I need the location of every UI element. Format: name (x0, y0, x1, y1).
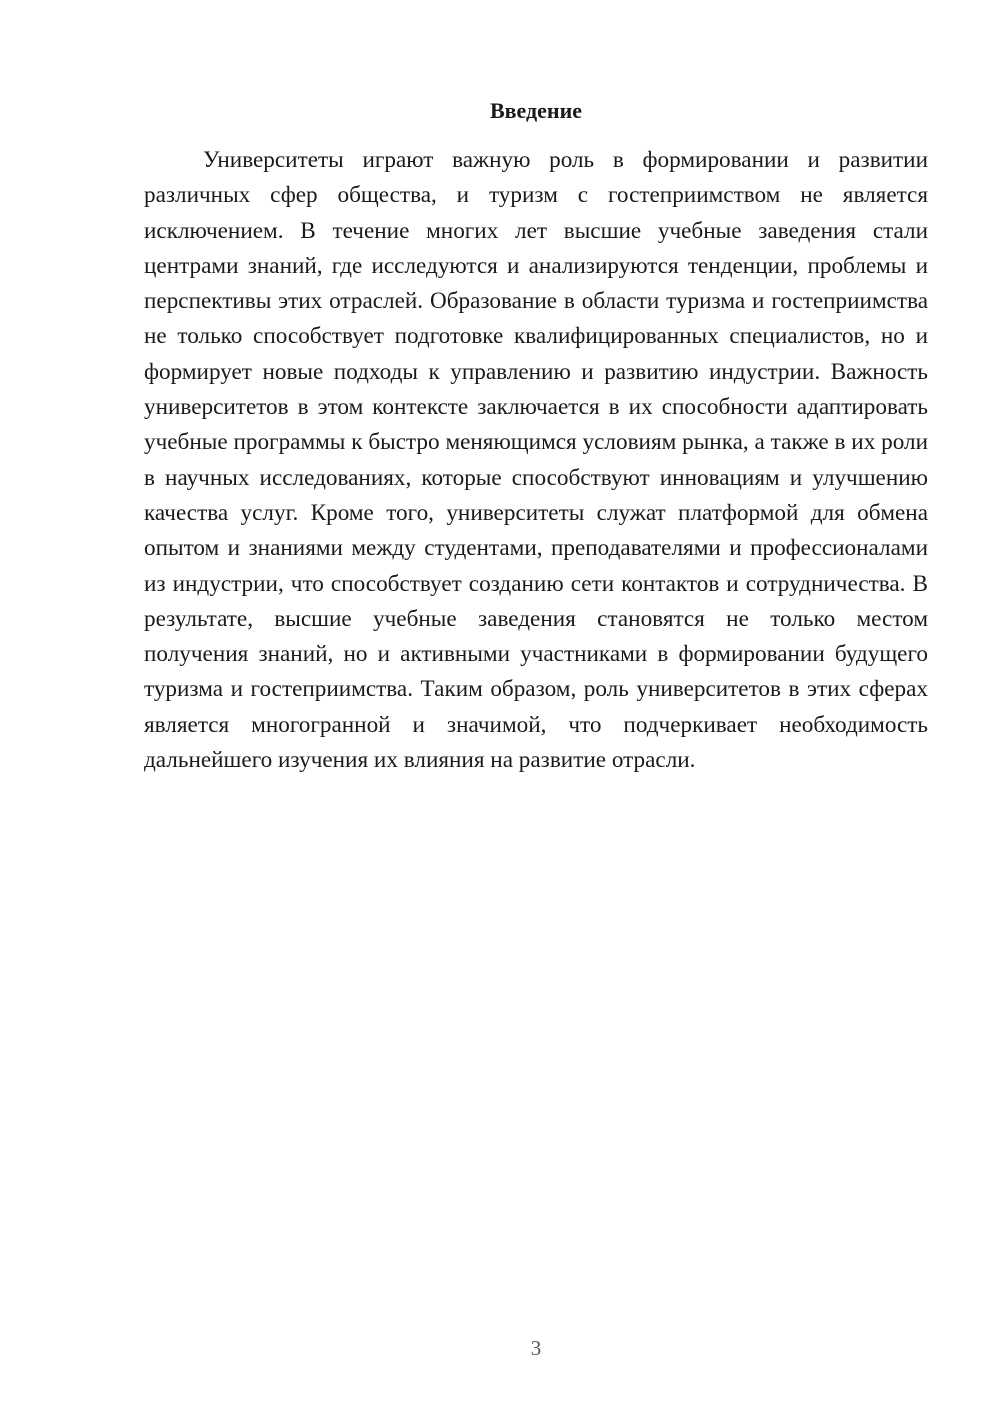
section-heading: Введение (489, 98, 583, 123)
introduction-paragraph: Университеты играют важную роль в формировании и развитии различных сфер общества, и туризм с гостеприимством не является исключением. В течение многих лет высшие учебные заведения стали центрами знаний, где исследуются и анализируются тенденции, проблемы и перспективы этих отраслей. Образование в области туризма и гостеприимства не только способствует подготовке квалифицированных специалистов, но и формирует новые подходы к управлению и развитию индустрии. Важность университетов в этом контексте заключается в их способности адаптировать учебные программы к быстро меняющимся условиям рынка, а также в их роли в научных исследованиях, которые способствуют инновациям и улучшению качества услуг. Кроме того, университеты служат платформой для обмена опытом и знаниями между студентами, преподавателями и профессионалами из индустрии, что способствует созданию сети контактов и сотрудничества. В результате, высшие учебные заведения становятся не только местом получения знаний, но и активными участниками в формировании будущего туризма и гостеприимства. Таким образом, роль университетов в этих сферах является многогранной и значимой, что подчеркивает необходимость дальнейшего изучения их влияния на развитие отрасли. (144, 147, 928, 774)
page-number: 3 (530, 1336, 542, 1360)
